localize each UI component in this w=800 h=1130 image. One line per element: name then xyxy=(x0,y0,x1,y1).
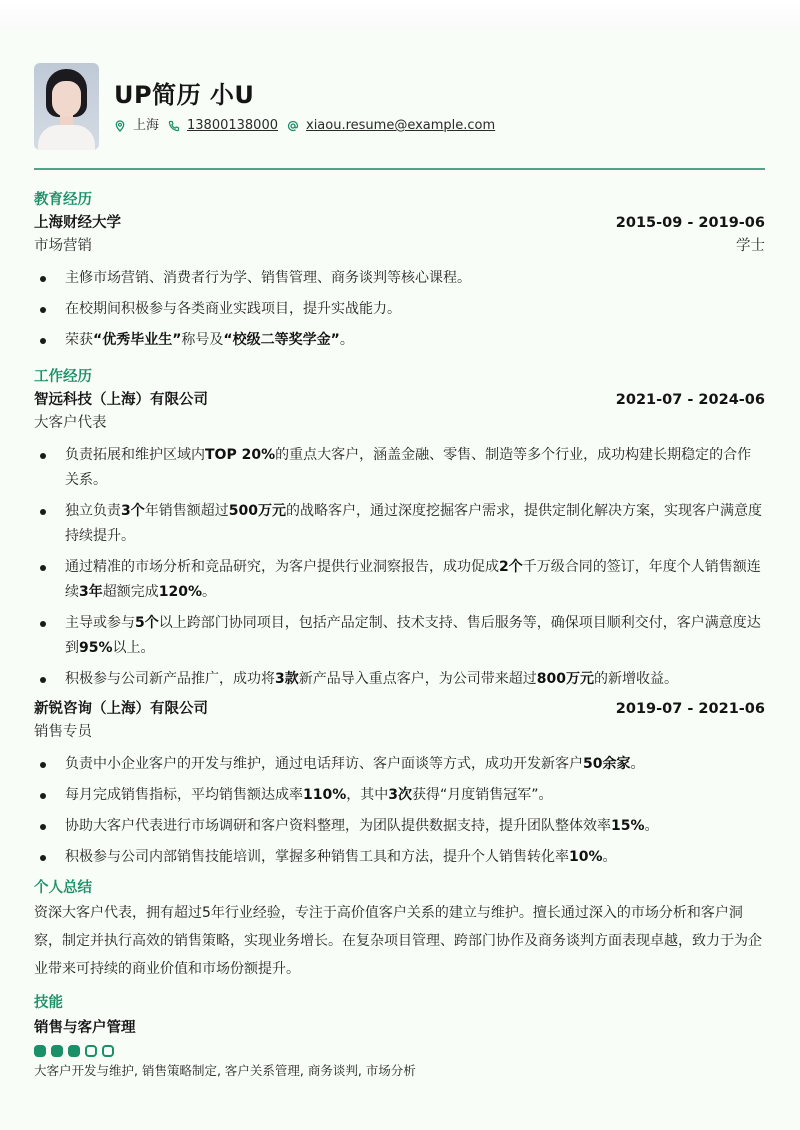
job-entry xyxy=(34,698,765,870)
bullet-item: 积极参与公司内部销售技能培训，掌握多种销售工具和方法，提升个人销售转化率10%。 xyxy=(34,845,765,870)
summary-text: 资深大客户代表，拥有超过5年行业经验，专注于高价值客户关系的建立与维护。擅长通过深入的市场分析和客户洞察，制定并执行高效的销售策略，实现业务增长。在复杂项目管理、跨部门协作及商务谈判方面表现卓越，致力于为企业带来可持续的商业价值和市场份额提升。 xyxy=(34,905,762,977)
company-name: 智远科技（上海）有限公司 xyxy=(34,392,208,408)
location-text: 上海 xyxy=(133,118,160,133)
phone-link[interactable]: 13800138000 xyxy=(187,118,278,133)
bullet-item: 主导或参与5个以上跨部门协同项目，包括产品定制、技术支持、售后服务等，确保项目顺利交付，客户满意度达到95%以上。 xyxy=(34,611,765,661)
skill-name: 销售与客户管理 xyxy=(34,1020,136,1036)
bullet-item: 荣获“优秀毕业生”称号及“校级二等奖学金”。 xyxy=(34,328,765,353)
job-date: 2019-07 - 2021-06 xyxy=(615,701,765,717)
job-bullets xyxy=(34,752,765,870)
bullet-item: 在校期间积极参与各类商业实践项目，提升实战能力。 xyxy=(34,297,765,322)
contact-email xyxy=(287,117,495,135)
degree: 学士 xyxy=(736,238,765,254)
major: 市场营销 xyxy=(34,238,92,254)
profile-photo xyxy=(34,63,99,150)
top-fade xyxy=(0,0,800,30)
phone-icon xyxy=(168,120,180,132)
company-name: 新锐咨询（上海）有限公司 xyxy=(34,701,208,717)
level-dot-empty xyxy=(102,1045,114,1057)
contact-phone xyxy=(168,117,278,135)
email-icon xyxy=(287,120,299,132)
level-dot-empty xyxy=(85,1045,97,1057)
education-date: 2015-09 - 2019-06 xyxy=(615,215,765,231)
work-section xyxy=(34,367,765,870)
email-link[interactable]: xiaou.resume@example.com xyxy=(306,118,496,133)
photo-body xyxy=(38,125,95,150)
education-bullets xyxy=(34,266,765,353)
job-entry xyxy=(34,389,765,692)
school-name: 上海财经大学 xyxy=(34,215,121,231)
header-divider xyxy=(34,168,765,170)
photo-face xyxy=(52,81,81,117)
skills-section xyxy=(34,993,765,1081)
job-role: 大客户代表 xyxy=(34,415,107,431)
education-row xyxy=(34,212,765,234)
skill-description: 大客户开发与维护, 销售策略制定, 客户关系管理, 商务谈判, 市场分析 xyxy=(34,1063,416,1078)
contact-location xyxy=(114,117,159,135)
job-bullets xyxy=(34,443,765,692)
candidate-name: UP简历 小U xyxy=(114,81,255,109)
section-title-work: 工作经历 xyxy=(34,369,92,385)
education-subrow xyxy=(34,234,765,258)
header-info xyxy=(114,63,504,135)
bullet-item: 独立负责3个年销售额超过500万元的战略客户，通过深度挖掘客户需求，提供定制化解决方案，实现客户满意度持续提升。 xyxy=(34,499,765,549)
level-dot-filled xyxy=(68,1045,80,1057)
summary-section xyxy=(34,878,765,983)
bullet-item: 主修市场营销、消费者行为学、销售管理、商务谈判等核心课程。 xyxy=(34,266,765,291)
resume-page xyxy=(34,63,765,1081)
bullet-item: 负责中小企业客户的开发与维护，通过电话拜访、客户面谈等方式，成功开发新客户50余家。 xyxy=(34,752,765,777)
education-section xyxy=(34,190,765,353)
section-title-skills: 技能 xyxy=(34,995,63,1011)
bullet-item: 协助大客户代表进行市场调研和客户资料整理，为团队提供数据支持，提升团队整体效率15%。 xyxy=(34,814,765,839)
location-icon xyxy=(114,120,126,132)
section-title-education: 教育经历 xyxy=(34,192,92,208)
job-header-row xyxy=(34,698,765,720)
job-date: 2021-07 - 2024-06 xyxy=(615,392,765,408)
job-role: 销售专员 xyxy=(34,724,92,740)
skill-level-dots xyxy=(34,1045,765,1057)
bullet-item: 积极参与公司新产品推广，成功将3款新产品导入重点客户，为公司带来超过800万元的新增收益。 xyxy=(34,667,765,692)
section-title-summary: 个人总结 xyxy=(34,880,92,896)
level-dot-filled xyxy=(34,1045,46,1057)
bullet-item: 负责拓展和维护区域内TOP 20%的重点大客户，涵盖金融、零售、制造等多个行业，成功构建长期稳定的合作关系。 xyxy=(34,443,765,493)
bullet-item: 通过精准的市场分析和竞品研究，为客户提供行业洞察报告，成功促成2个千万级合同的签订，年度个人销售额连续3年超额完成120%。 xyxy=(34,555,765,605)
job-header-row xyxy=(34,389,765,411)
level-dot-filled xyxy=(51,1045,63,1057)
bullet-item: 每月完成销售指标，平均销售额达成率110%，其中3次获得“月度销售冠军”。 xyxy=(34,783,765,808)
resume-header xyxy=(34,63,765,151)
contact-row xyxy=(114,117,504,135)
